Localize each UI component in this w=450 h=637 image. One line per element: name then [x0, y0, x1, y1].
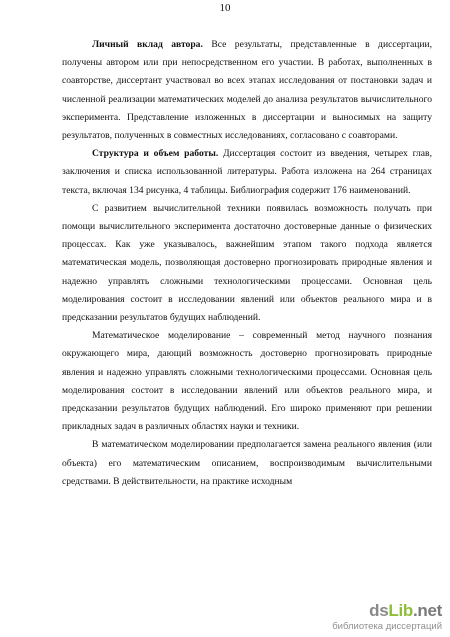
paragraph-modeling	[62, 327, 432, 436]
paragraph-text: С развитием вычислительной техники появилась возможность получать при помощи вычислительного эксперимента достаточно достоверные данные о физических процессах. Как уже указывалось, важнейшим этапом такого подхода является математическая модель, позволяющая достоверно прогнозировать природные явления и надежно управлять сложными технологическими процессами. Основная цель моделирования состоит в исследовании явлений или объектов реального мира и в предсказании результатов будущих наблюдений.	[62, 202, 432, 324]
paragraph-text: В математическом моделировании предполагается замена реального явления (или объекта) его математическим описанием, воспроизводимым вычислительными средствами. В действительности, на практике исходным	[62, 439, 432, 487]
paragraph-heading: Структура и объем работы.	[92, 148, 219, 160]
dslib-subtitle: библиотека диссертаций	[332, 621, 442, 632]
paragraph-personal-contribution	[62, 36, 432, 145]
paragraph-text: Все результаты, представленные в диссертации, получены автором или при непосредственном его участии. В работах, выполненных в соавторстве, диссертант участвовал во всех этапах исследования от постановки задач и численной реализации математических моделей до анализа результатов вычислительного эксперимента. Представление изложенных в диссертации и выносимых на защиту результатов, полученных в совместных исследованиях, согласовано с соавторами.	[62, 39, 432, 142]
paragraph-text: Диссертация состоит из введения, четырех глав, заключения и списка использованной литературы. Работа изложена на 264 страницах текста, включая 134 рисунка, 4 таблицы. Библиография содержит 176 наименований.	[62, 148, 432, 196]
dslib-watermark	[334, 601, 442, 635]
paragraph-math-modeling	[62, 436, 432, 491]
paragraph-text: Математическое моделирование – современный метод научного познания окружающего мира, дающий возможность достоверно прогнозировать природные явления и надежно управлять сложными технологическими процессами. Основная цель моделирования состоит в исследовании явлений или объектов реального мира, и предсказании результатов будущих наблюдений. Его широко применяют при решении прикладных задач в различных областях науки и техники.	[62, 330, 432, 433]
paragraph-structure	[62, 145, 432, 200]
paragraph-heading: Личный вклад автора.	[92, 39, 203, 50]
page-number: 10	[219, 2, 231, 14]
dslib-logo: dsLib.net	[369, 601, 442, 620]
paragraph-computing	[62, 200, 432, 327]
document-body	[62, 36, 432, 634]
